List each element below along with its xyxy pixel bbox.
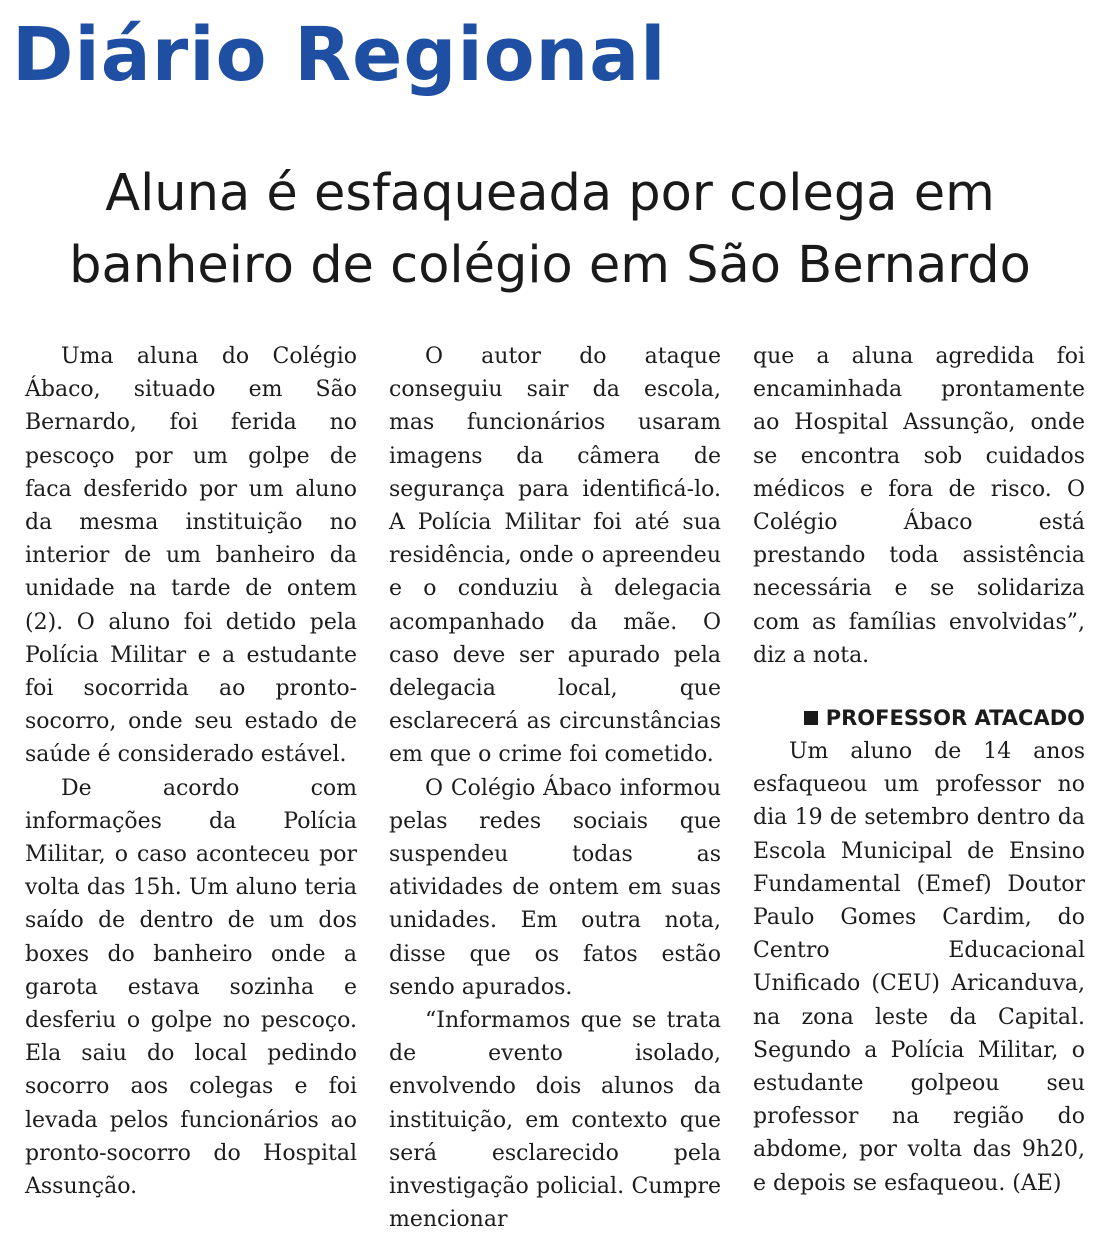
square-bullet-icon <box>804 711 818 725</box>
column-3 <box>753 340 1085 1236</box>
paragraph: O Colégio Ábaco informou pelas redes sociais que suspendeu todas as atividades de ontem em suas unidades. Em outra nota, disse que os fatos estão sendo apurados. <box>389 775 721 1000</box>
column-2 <box>389 340 721 1236</box>
headline-line-1: Aluna é esfaqueada por colega em <box>105 164 995 223</box>
paragraph: O autor do ataque conseguiu sair da escola, mas funcionários usaram imagens da câmera de segurança para identificá-lo. A Polícia Militar foi até sua residência, onde o apreendeu e o conduziu à delegacia acompanhado da mãe. O caso deve ser apurado pela delegacia local, que esclarecerá as circunstâncias em que o crime foi cometido. <box>389 344 721 768</box>
paragraph: Uma aluna do Colégio Ábaco, situado em São Bernardo, foi ferida no pescoço por um golpe de faca desferido por um aluno da mesma instituição no interior de um banheiro da unidade na tarde de ontem (2). O aluno foi detido pela Polícia Militar e a estudante foi socorrida ao pronto-socorro, onde seu estado de saúde é considerado estável. <box>25 344 357 768</box>
paragraph: Um aluno de 14 anos esfaqueou um professor no dia 19 de setembro dentro da Escola Municipal de Ensino Fundamental (Emef) Doutor Paulo Gomes Cardim, do Centro Educacional Unificado (CEU) Aricanduva, na zona leste da Capital. Segundo a Polícia Militar, o estudante golpeou seu professor na região do abdome, por volta das 9h20, e depois se esfaqueou. (AE) <box>753 739 1085 1196</box>
subhead-label: PROFESSOR ATACADO <box>825 706 1085 731</box>
paragraph-continued: que a aluna agredida foi encaminhada prontamente ao Hospital Assunção, onde se encontra sob cuidados médicos e fora de risco. O Colégio Ábaco está prestando toda assistência necessária e se solidariza com as famílias envolvidas”, diz a nota. <box>753 344 1085 668</box>
section-subhead <box>753 702 1085 735</box>
article-headline <box>20 158 1080 302</box>
headline-line-2: banheiro de colégio em São Bernardo <box>69 236 1031 295</box>
masthead-logo: Diário Regional <box>12 12 667 98</box>
article-body <box>25 340 1085 1233</box>
paragraph: De acordo com informações da Polícia Militar, o caso aconteceu por volta das 15h. Um aluno teria saído de dentro de um dos boxes do banheiro onde a garota estava sozinha e desferiu o golpe no pescoço. Ela saiu do local pedindo socorro aos colegas e foi levada pelos funcionários ao pronto-socorro do Hospital Assunção. <box>25 775 357 1200</box>
column-1 <box>25 340 357 1236</box>
paragraph: “Informamos que se trata de evento isolado, envolvendo dois alunos da instituição, em contexto que será esclarecido pela investigação policial. Cumpre mencionar <box>389 1008 721 1233</box>
